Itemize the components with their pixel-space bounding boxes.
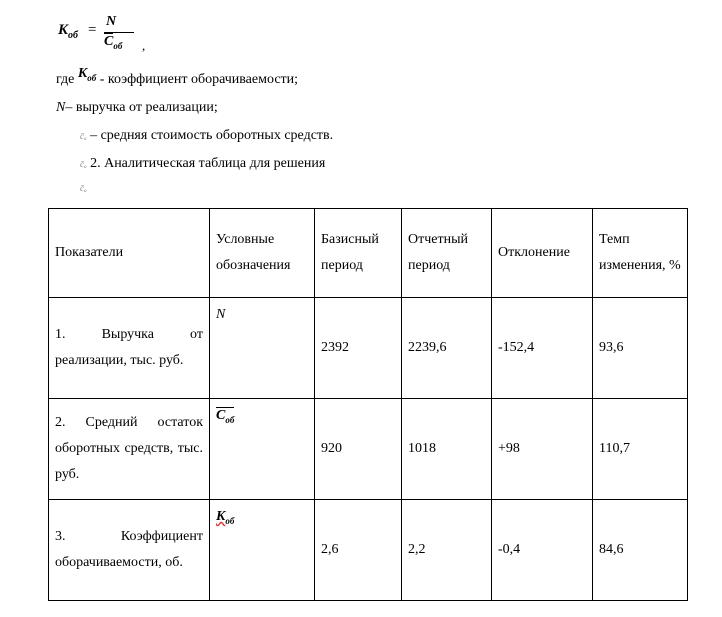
- c-symbol-icon: c̄ₒ: [80, 131, 87, 141]
- header-cell: Отклонение: [492, 209, 593, 298]
- report-value: 2,2: [402, 500, 492, 601]
- rate-value: 84,6: [593, 500, 688, 601]
- table-row: [49, 500, 688, 601]
- report-value: 2239,6: [402, 298, 492, 399]
- table-row: [49, 298, 688, 399]
- indicator-symbol: $C_{об}$: [210, 399, 315, 500]
- deviation-value: +98: [492, 399, 593, 500]
- formula-lhs: $K_{об}$: [58, 22, 79, 41]
- indicator-symbol: N: [210, 298, 315, 399]
- definition-n: N– выручка от реализации;: [56, 100, 218, 115]
- turnover-formula: [58, 14, 178, 54]
- indicator-name: 3. Коэффициент оборачиваемости, об.: [49, 500, 210, 601]
- rate-value: 110,7: [593, 399, 688, 500]
- formula-comma: ,: [142, 38, 146, 53]
- base-value: 920: [315, 399, 402, 500]
- c-symbol-icon: c̄ₒ: [80, 159, 87, 169]
- table-caption: c̄ₒ 2. Аналитическая таблица для решения: [80, 156, 326, 171]
- indicator-name: 2. Средний остаток оборотных средств, тыс. руб.: [49, 399, 210, 500]
- header-cell: Показатели: [49, 209, 210, 298]
- definition-k: где $K_{об}$ - коэффициент оборачиваемости;: [56, 66, 299, 87]
- indicator-name: 1. Выручка от реализации, тыс. руб.: [49, 298, 210, 399]
- report-value: 1018: [402, 399, 492, 500]
- base-value: 2,6: [315, 500, 402, 601]
- header-cell: Базисный период: [315, 209, 402, 298]
- formula-equals: =: [88, 22, 97, 38]
- header-cell: Условные обозначения: [210, 209, 315, 298]
- table-row: [49, 399, 688, 500]
- indicator-symbol: $K_{об}$: [210, 500, 315, 601]
- c-symbol-icon: c̄ₒ: [80, 183, 87, 193]
- definition-c: c̄ₒ – средняя стоимость оборотных средств.: [80, 128, 334, 143]
- formula-denominator: $C_{об}$: [104, 34, 123, 51]
- deviation-value: -152,4: [492, 298, 593, 399]
- rate-value: 93,6: [593, 298, 688, 399]
- base-value: 2392: [315, 298, 402, 399]
- deviation-value: -0,4: [492, 500, 593, 601]
- formula-numerator: N: [106, 14, 117, 29]
- analytical-table: [48, 208, 688, 601]
- stray-symbol: [80, 180, 87, 196]
- table-header-row: [49, 209, 688, 298]
- header-cell: Отчетный период: [402, 209, 492, 298]
- header-cell: Темп изменения, %: [593, 209, 688, 298]
